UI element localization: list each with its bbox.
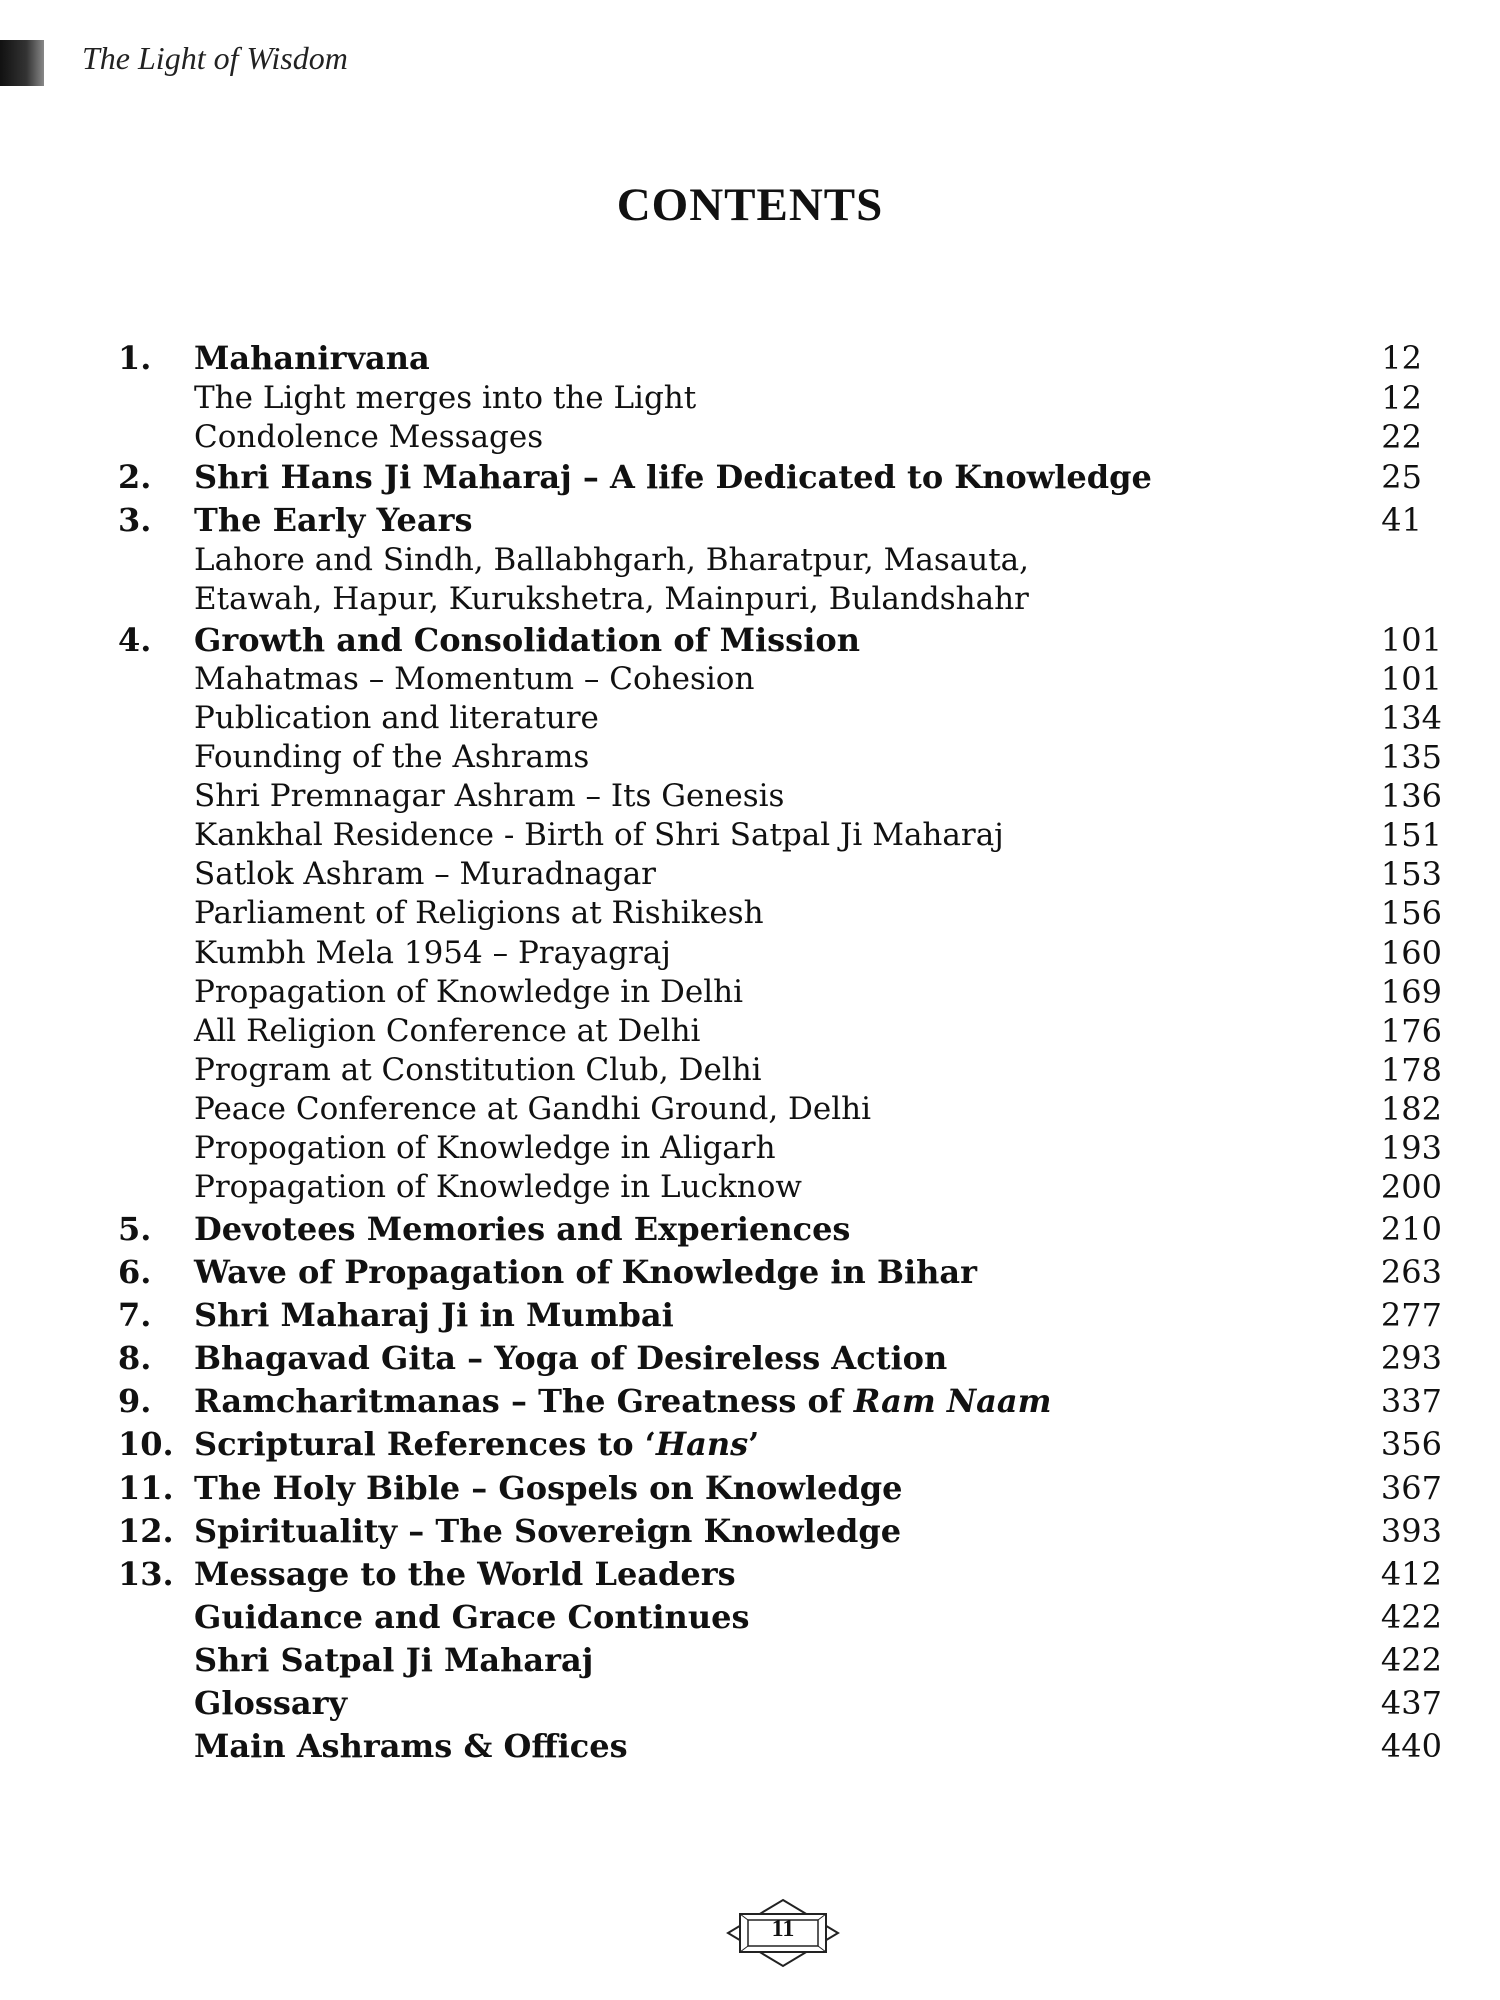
toc-entry-title xyxy=(194,1011,700,1051)
toc-entry-title xyxy=(194,737,589,777)
toc-entry-page: 422 xyxy=(1380,1598,1442,1636)
toc-entry-title xyxy=(194,1424,759,1464)
toc-entry-title xyxy=(194,500,472,540)
toc-entry-title-text: Mahanirvana xyxy=(194,339,430,377)
toc-entry-page: 337 xyxy=(1380,1382,1442,1420)
toc-entry-page: 22 xyxy=(1381,418,1422,456)
running-header: The Light of Wisdom xyxy=(82,40,348,76)
toc-entry-title xyxy=(194,417,543,457)
page-edge-mark xyxy=(0,40,44,86)
toc-entry xyxy=(0,1011,1500,1051)
toc-entry-title xyxy=(194,933,671,973)
toc-entry-title xyxy=(194,1381,1051,1421)
toc-entry-page: 356 xyxy=(1380,1425,1442,1463)
toc-entry-title xyxy=(194,457,1152,497)
toc-entry-number: 11. xyxy=(118,1469,174,1507)
toc-entry-title-text: Propagation of Knowledge in Lucknow xyxy=(194,1169,802,1205)
toc-entry-title-suffix: ’ xyxy=(748,1425,760,1463)
toc-entry-title xyxy=(194,1252,977,1292)
toc-entry-title xyxy=(194,659,754,699)
toc-entry-page: 12 xyxy=(1381,379,1422,417)
toc-entry-page: 25 xyxy=(1381,458,1422,496)
toc-entry-page: 101 xyxy=(1380,660,1442,698)
page-title: CONTENTS xyxy=(616,179,884,231)
toc-entry-title-text: Guidance and Grace Continues xyxy=(194,1598,750,1636)
toc-entry-title-text: Lahore and Sindh, Ballabhgarh, Bharatpur, Masauta, xyxy=(194,542,1029,578)
page-number-ornament xyxy=(718,1898,848,1968)
toc-entry-title xyxy=(194,1640,593,1680)
toc-entry-title-text: Glossary xyxy=(194,1684,348,1722)
toc-entry-page: 200 xyxy=(1380,1168,1442,1206)
toc-entry xyxy=(0,737,1500,777)
toc-entry-page: 178 xyxy=(1380,1051,1442,1089)
toc-entry-title xyxy=(194,1468,903,1508)
toc-entry-page: 101 xyxy=(1380,621,1442,659)
toc-entry-page: 176 xyxy=(1380,1012,1442,1050)
toc-entry-title xyxy=(194,1554,736,1594)
toc-entry-title-text: The Holy Bible – Gospels on Knowledge xyxy=(194,1469,903,1507)
toc-entry-title-text: Devotees Memories and Experiences xyxy=(194,1210,851,1248)
toc-entry xyxy=(0,457,1500,497)
toc-entry-title-text: Scriptural References to ‘ xyxy=(194,1425,656,1463)
toc-entry-title xyxy=(194,893,764,933)
toc-entry xyxy=(0,500,1500,540)
toc-entry-title-text: Publication and literature xyxy=(194,700,599,736)
toc-entry-page: 422 xyxy=(1380,1641,1442,1679)
toc-entry xyxy=(0,1089,1500,1129)
toc-entry xyxy=(0,659,1500,699)
toc-entry-title xyxy=(194,579,1029,619)
toc-entry xyxy=(0,1338,1500,1378)
toc-entry-number: 6. xyxy=(118,1253,152,1291)
toc-entry-title-text: Wave of Propagation of Knowledge in Bihar xyxy=(194,1253,978,1291)
toc-entry xyxy=(0,1128,1500,1168)
toc-entry-page: 151 xyxy=(1380,816,1442,854)
toc-entry xyxy=(0,698,1500,738)
toc-entry xyxy=(0,540,1500,580)
toc-entry-title-text: Shri Hans Ji Maharaj – A life Dedicated to Knowledge xyxy=(194,458,1152,496)
toc-entry-title-emphasis: Hans xyxy=(655,1425,749,1463)
toc-entry-title-text: Parliament of Religions at Rishikesh xyxy=(194,895,764,931)
toc-entry-title xyxy=(194,1726,628,1766)
toc-entry-page: 153 xyxy=(1380,855,1442,893)
toc-entry-title xyxy=(194,972,743,1012)
toc-entry xyxy=(0,1167,1500,1207)
toc-entry xyxy=(0,1468,1500,1508)
toc-entry xyxy=(0,579,1500,619)
toc-entry-page: 367 xyxy=(1380,1469,1442,1507)
toc-entry-page: 393 xyxy=(1380,1512,1442,1550)
toc-entry xyxy=(0,1050,1500,1090)
toc-entry-title-text: Bhagavad Gita – Yoga of Desireless Action xyxy=(194,1339,948,1377)
toc-entry-title-text: Program at Constitution Club, Delhi xyxy=(194,1052,762,1088)
toc-entry xyxy=(0,815,1500,855)
toc-entry-title-text: Kankhal Residence - Birth of Shri Satpal Ji Maharaj xyxy=(194,817,1004,853)
toc-entry xyxy=(0,1726,1500,1766)
toc-entry-page: 169 xyxy=(1380,973,1442,1011)
toc-entry xyxy=(0,1511,1500,1551)
toc-entry-title xyxy=(194,338,430,378)
toc-entry-title-text: Ramcharitmanas – The Greatness of xyxy=(194,1382,854,1420)
toc-entry-title-text: Peace Conference at Gandhi Ground, Delhi xyxy=(194,1091,872,1127)
toc-entry-title xyxy=(194,1128,776,1168)
toc-entry-page: 437 xyxy=(1380,1684,1442,1722)
toc-entry-number: 4. xyxy=(118,621,152,659)
toc-entry-number: 2. xyxy=(118,458,152,496)
toc-entry xyxy=(0,1424,1500,1464)
toc-entry xyxy=(0,933,1500,973)
toc-entry-page: 134 xyxy=(1380,699,1442,737)
toc-entry-title-text: Shri Satpal Ji Maharaj xyxy=(194,1641,594,1679)
toc-entry-page: 41 xyxy=(1381,501,1422,539)
toc-entry xyxy=(0,1597,1500,1637)
toc-entry xyxy=(0,1554,1500,1594)
toc-entry-title-emphasis: Ram Naam xyxy=(853,1382,1052,1420)
toc-entry-title-text: Mahatmas – Momentum – Cohesion xyxy=(194,661,755,697)
toc-entry-title-text: All Religion Conference at Delhi xyxy=(194,1013,701,1049)
toc-entry-title-text: Shri Maharaj Ji in Mumbai xyxy=(194,1296,674,1334)
toc-entry-title xyxy=(194,1050,762,1090)
toc-entry-page: 160 xyxy=(1380,934,1442,972)
toc-entry-title xyxy=(194,1295,674,1335)
toc-entry xyxy=(0,1252,1500,1292)
toc-entry-title-text: Shri Premnagar Ashram – Its Genesis xyxy=(194,778,785,814)
toc-entry-title xyxy=(194,1511,901,1551)
toc-entry xyxy=(0,1683,1500,1723)
toc-entry-title xyxy=(194,620,860,660)
toc-entry-number: 10. xyxy=(118,1425,174,1463)
toc-entry xyxy=(0,1295,1500,1335)
toc-entry xyxy=(0,1640,1500,1680)
toc-entry-page: 440 xyxy=(1380,1727,1442,1765)
page-number: 11 xyxy=(771,1916,795,1942)
toc-entry xyxy=(0,972,1500,1012)
toc-entry-title-text: Propagation of Knowledge in Delhi xyxy=(194,974,744,1010)
toc-entry-title xyxy=(194,854,656,894)
toc-entry xyxy=(0,620,1500,660)
toc-entry-title xyxy=(194,1338,947,1378)
toc-entry-title-text: The Early Years xyxy=(194,501,473,539)
toc-entry-title xyxy=(194,540,1029,580)
toc-entry xyxy=(0,776,1500,816)
toc-entry-number: 5. xyxy=(118,1210,152,1248)
toc-entry-title-text: Founding of the Ashrams xyxy=(194,739,590,775)
toc-entry-title-text: Condolence Messages xyxy=(194,419,544,455)
toc-entry-title-text: Propogation of Knowledge in Aligarh xyxy=(194,1130,776,1166)
toc-entry-page: 156 xyxy=(1380,894,1442,932)
toc-entry-page: 263 xyxy=(1380,1253,1442,1291)
toc-entry-title xyxy=(194,698,599,738)
toc-entry-title xyxy=(194,1167,802,1207)
toc-entry xyxy=(0,854,1500,894)
toc-entry xyxy=(0,338,1500,378)
toc-entry-page: 412 xyxy=(1380,1555,1442,1593)
toc-entry-page: 12 xyxy=(1381,339,1422,377)
toc-entry xyxy=(0,1209,1500,1249)
toc-entry-page: 193 xyxy=(1380,1129,1442,1167)
toc-entry-page: 182 xyxy=(1380,1090,1442,1128)
toc-entry-number: 13. xyxy=(118,1555,174,1593)
toc-entry-number: 3. xyxy=(118,501,152,539)
toc-entry-page: 277 xyxy=(1380,1296,1442,1334)
toc-entry-title xyxy=(194,1683,347,1723)
toc-entry-page: 293 xyxy=(1380,1339,1442,1377)
toc-entry-title xyxy=(194,1209,850,1249)
toc-entry-page: 136 xyxy=(1380,777,1442,815)
toc-entry-number: 1. xyxy=(118,339,152,377)
toc-entry-title-text: Message to the World Leaders xyxy=(194,1555,736,1593)
toc-entry xyxy=(0,378,1500,418)
toc-entry-number: 8. xyxy=(118,1339,152,1377)
toc-entry-title-text: Growth and Consolidation of Mission xyxy=(194,621,860,659)
toc-entry-title-text: The Light merges into the Light xyxy=(194,380,697,416)
toc-entry-title-text: Satlok Ashram – Muradnagar xyxy=(194,856,657,892)
toc-entry-title-text: Etawah, Hapur, Kurukshetra, Mainpuri, Bulandshahr xyxy=(194,581,1029,617)
toc-entry-number: 7. xyxy=(118,1296,152,1334)
toc-entry-title xyxy=(194,1597,749,1637)
toc-entry-title xyxy=(194,378,696,418)
toc-entry-page: 135 xyxy=(1380,738,1442,776)
toc-entry-title-text: Main Ashrams & Offices xyxy=(194,1727,628,1765)
toc-entry-page: 210 xyxy=(1380,1210,1442,1248)
toc-entry xyxy=(0,893,1500,933)
toc-entry-title xyxy=(194,1089,871,1129)
toc-entry xyxy=(0,417,1500,457)
toc-entry xyxy=(0,1381,1500,1421)
toc-entry-title xyxy=(194,815,1004,855)
toc-entry-title-text: Spirituality – The Sovereign Knowledge xyxy=(194,1512,902,1550)
toc-entry-title-text: Kumbh Mela 1954 – Prayagraj xyxy=(194,935,671,971)
toc-entry-title xyxy=(194,776,784,816)
toc-entry-number: 9. xyxy=(118,1382,152,1420)
toc-entry-number: 12. xyxy=(118,1512,174,1550)
